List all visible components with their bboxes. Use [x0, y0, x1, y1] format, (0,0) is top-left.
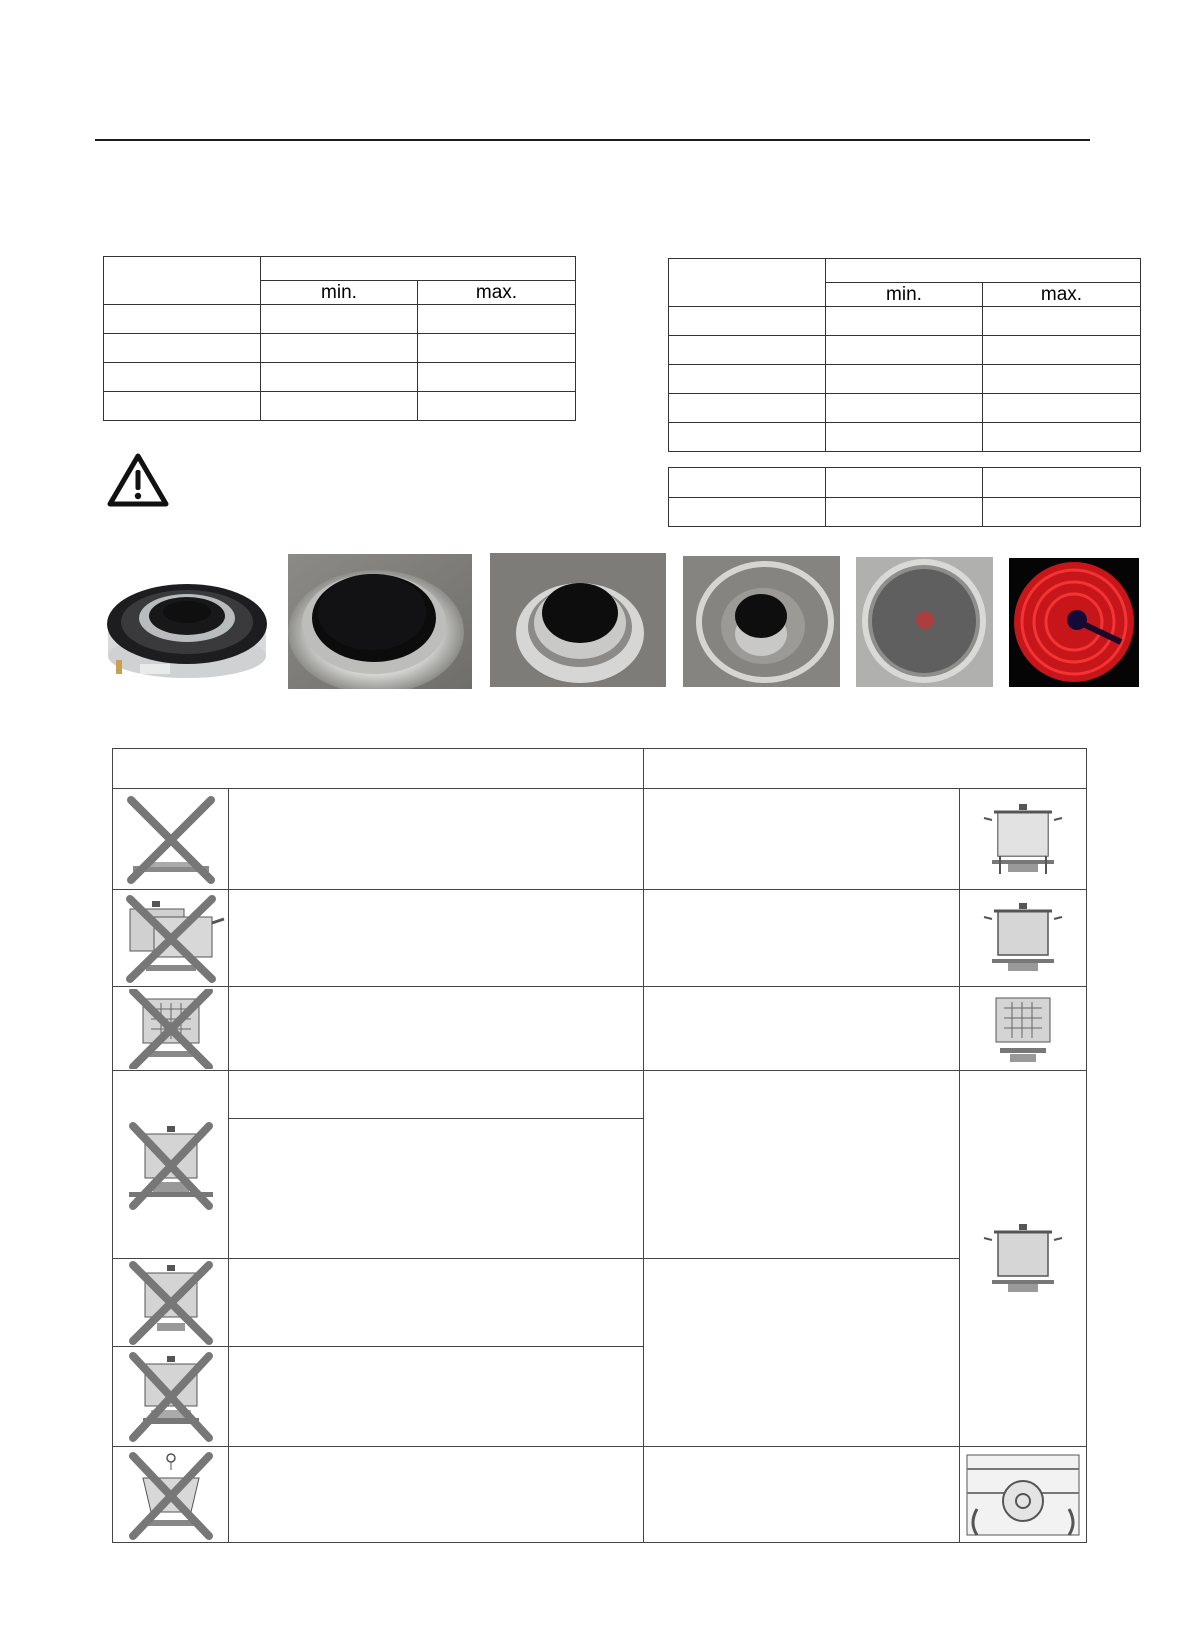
table-cell	[261, 363, 418, 392]
guide-text	[229, 1071, 644, 1119]
gas-burner-large-photo	[100, 556, 275, 688]
table-cell	[826, 394, 983, 423]
guide-text	[229, 1119, 644, 1259]
table-cell	[104, 392, 261, 421]
guide-text	[229, 1259, 644, 1347]
warning-triangle-icon	[106, 452, 170, 508]
pot-on-wide-grate-crossed-icon	[113, 1071, 229, 1259]
table-cell	[983, 307, 1141, 336]
guide-text	[644, 1447, 960, 1543]
table-cell	[418, 392, 576, 421]
guide-text	[229, 789, 644, 890]
electric-zone-table	[668, 258, 1141, 452]
table-cell	[261, 392, 418, 421]
table-cell	[418, 305, 576, 334]
overhanging-pans-crossed-icon	[113, 890, 229, 987]
correct-pot-on-burner-icon	[960, 1071, 1087, 1447]
guide-text	[229, 890, 644, 987]
max-header: max.	[983, 283, 1141, 307]
table-cell	[669, 423, 826, 452]
oven-tray-handling-icon	[960, 1447, 1087, 1543]
table-cell	[669, 498, 826, 527]
table-cell	[669, 365, 826, 394]
guide-text	[229, 1347, 644, 1447]
table-cell	[826, 336, 983, 365]
no-pan-on-burner-crossed-icon	[113, 789, 229, 890]
guide-text	[229, 987, 644, 1071]
table-cell	[669, 468, 826, 498]
gas-burner-rapid-photo	[288, 554, 472, 689]
gas-burner-semi-rapid-photo	[490, 553, 666, 687]
cookware-guide-table	[112, 748, 1087, 1543]
table-cell	[826, 365, 983, 394]
electric-zone-table-extra	[668, 467, 1141, 527]
radiant-ceramic-zone-photo	[1009, 558, 1139, 687]
table-cell	[983, 394, 1141, 423]
table-cell	[104, 363, 261, 392]
table-cell	[983, 423, 1141, 452]
table-cell	[669, 307, 826, 336]
table-cell	[826, 468, 983, 498]
table-cell	[669, 336, 826, 365]
table-cell	[983, 468, 1141, 498]
guide-text	[644, 1259, 960, 1447]
table-cell	[826, 423, 983, 452]
max-header: max.	[418, 281, 576, 305]
table-cell	[418, 334, 576, 363]
pot-wire-basket-centered-icon	[960, 987, 1087, 1071]
min-header: min.	[826, 283, 983, 307]
electric-hotplate-photo	[856, 557, 993, 687]
guide-text	[644, 987, 960, 1071]
guide-text	[229, 1447, 644, 1543]
table-corner-cell	[669, 259, 826, 307]
guide-text	[644, 789, 960, 890]
guide-text	[644, 1071, 960, 1259]
table-cell	[983, 365, 1141, 394]
incorrect-header	[113, 749, 644, 789]
gas-burner-table	[103, 256, 576, 421]
correct-header	[644, 749, 1087, 789]
table-group-header	[826, 259, 1141, 283]
table-cell	[983, 336, 1141, 365]
gas-burner-auxiliary-photo	[683, 556, 840, 687]
table-cell	[983, 498, 1141, 527]
table-cell	[826, 307, 983, 336]
guide-text	[644, 890, 960, 987]
table-cell	[261, 334, 418, 363]
table-cell	[418, 363, 576, 392]
lid-on-burner-crossed-icon	[113, 1447, 229, 1543]
correct-pot-on-burner-icon	[960, 890, 1087, 987]
table-cell	[104, 305, 261, 334]
correct-pot-on-burner-icon	[960, 789, 1087, 890]
table-corner-cell	[104, 257, 261, 305]
table-cell	[669, 394, 826, 423]
table-cell	[826, 498, 983, 527]
table-cell	[104, 334, 261, 363]
table-group-header	[261, 257, 576, 281]
header-rule	[95, 139, 1090, 141]
table-cell	[261, 305, 418, 334]
pot-wire-basket-crossed-icon	[113, 987, 229, 1071]
pot-on-small-ring-crossed-icon	[113, 1259, 229, 1347]
pot-on-raised-ring-crossed-icon	[113, 1347, 229, 1447]
min-header: min.	[261, 281, 418, 305]
